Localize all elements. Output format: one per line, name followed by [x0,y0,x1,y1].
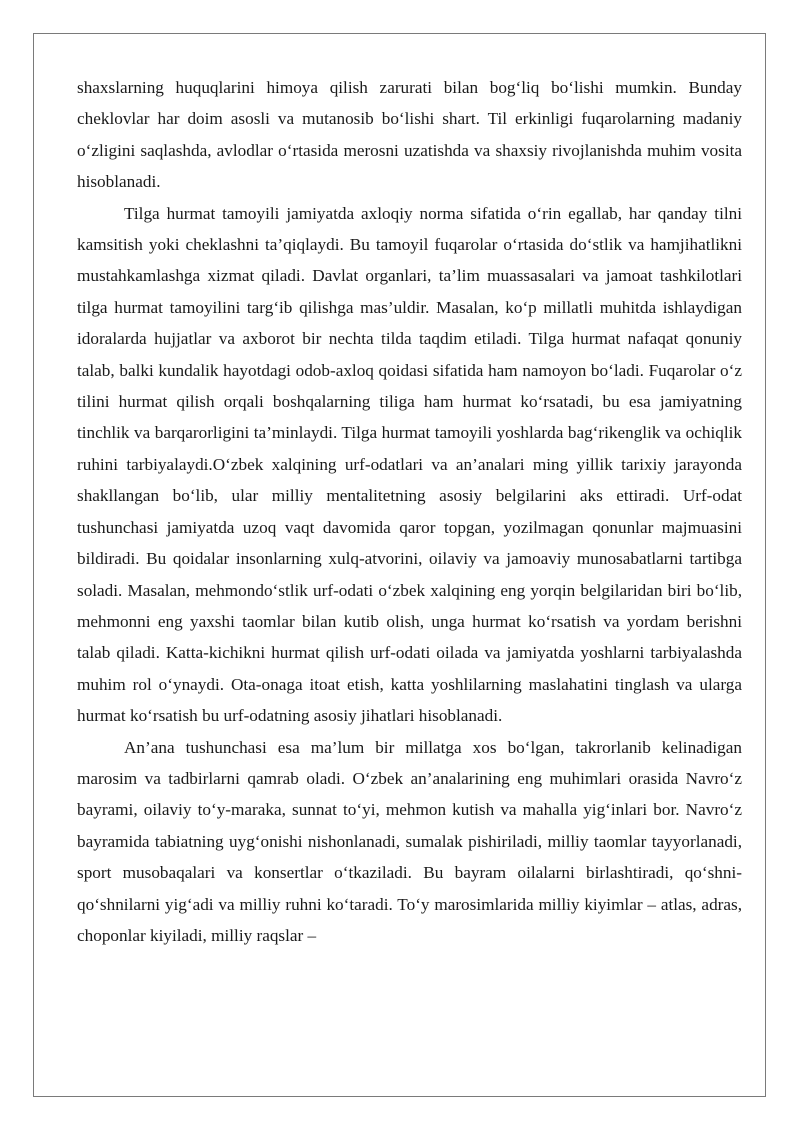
paragraph-tradition: An’ana tushunchasi esa ma’lum bir millatga xos bo‘lgan, takrorlanib kelinadigan marosim va tadbirlarni qamrab oladi. O‘zbek an’analarining eng muhimlari orasida Navro‘z bayrami, oilaviy to‘y-maraka, sunnat to‘yi, mehmon kutish va mahalla yig‘inlari bor. Navro‘z bayramida tabiatning uyg‘onishi nishonlanadi, sumalak pishiriladi, milliy taomlar tayyorlanadi, sport musobaqalari va konsertlar o‘tkaziladi. Bu bayram oilalarni birlashtiradi, qo‘shni-qo‘shnilarni yig‘adi va milliy ruhni ko‘taradi. To‘y marosimlarida milliy kiyimlar – atlas, adras, choponlar kiyiladi, milliy raqslar – [77,737,742,945]
paragraph-language-respect: Tilga hurmat tamoyili jamiyatda axloqiy norma sifatida o‘rin egallab, har qanday tilni kamsitish yoki cheklashni ta’qiqlaydi. Bu tamoyil fuqarolar o‘rtasida do‘stlik va hamjihatlikni mustahkamlashga xizmat qiladi. Davlat organlari, ta’lim muassasalari va jamoat tashkilotlari tilga hurmat tamoyilini targ‘ib qilishga mas’uldir. Masalan, ko‘p millatli muhitda ishlaydigan idoralarda hujjatlar va axborot bir nechta tilda taqdim etiladi. Tilga hurmat nafaqat qonuniy talab, balki kundalik hayotdagi odob-axloq qoidasi sifatida ham namoyon bo‘ladi. Fuqarolar o‘z tilini hurmat qilish orqali boshqalarning tiliga ham hurmat ko‘rsatadi, bu esa jamiyatning tinchlik va barqarorligini ta’minlaydi. Tilga hurmat tamoyili yoshlarda bag‘rikenglik va ochiqlik ruhini tarbiyalaydi.O‘zbek xalqining urf-odatlari va an’analari ming yillik tarixiy jarayonda shakllangan bo‘lib, ular milliy mentalitetning asosiy belgilarini aks ettiradi. Urf-odat tushunchasi jamiyatda uzoq vaqt davomida qaror topgan, yozilmagan qonunlar majmuasini bildiradi. Bu qoidalar insonlarning xulq-atvorini, oilaviy va jamoaviy munosabatlarni tartibga soladi. Masalan, mehmondo‘stlik urf-odati o‘zbek xalqining eng yorqin belgilaridan biri bo‘lib, mehmonni eng yaxshi taomlar bilan kutib olish, unga hurmat ko‘rsatish va yordam berishni talab qiladi. Katta-kichikni hurmat qilish urf-odati oilada va jamiyatda yoshlarni tarbiyalashda muhim rol o‘ynaydi. Ota-onaga itoat etish, katta yoshlilarning maslahatini tinglash va ularga hurmat ko‘rsatish bu urf-odatning asosiy jihatlari hisoblanadi. [77,203,742,726]
document-body [77,72,742,951]
paragraph-continuation: shaxslarning huquqlarini himoya qilish zarurati bilan bog‘liq bo‘lishi mumkin. Bunday cheklovlar har doim asosli va mutanosib bo‘lishi shart. Til erkinligi fuqarolarning madaniy o‘zligini saqlashda, avlodlar o‘rtasida merosni uzatishda va shaxsiy rivojlanishda muhim vosita hisoblanadi. [77,78,742,192]
